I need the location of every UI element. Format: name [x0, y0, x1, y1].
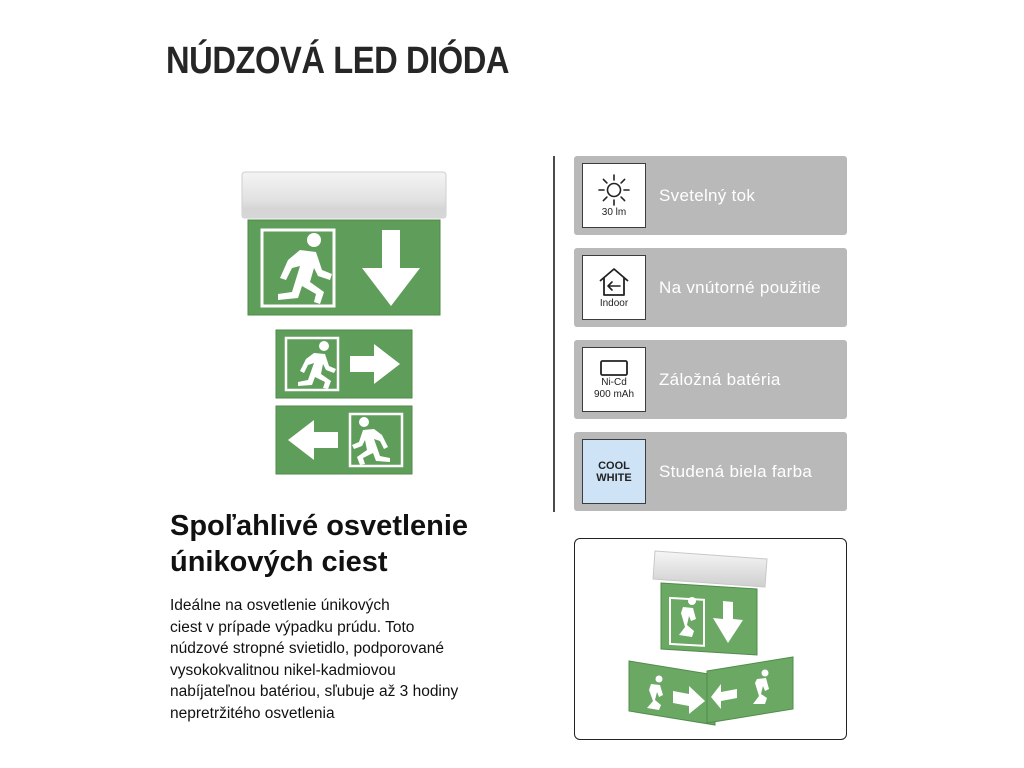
product-photo: [575, 539, 845, 738]
feature-battery: [574, 340, 847, 419]
section-heading: [170, 508, 550, 580]
feature-caption-line2: 900 mAh: [593, 388, 635, 400]
feature-icon-box: [582, 255, 646, 320]
battery-icon: [599, 359, 629, 377]
house-indoor-icon: [596, 266, 632, 298]
description-line: nabíjateľnou batériou, sľubuje až 3 hodiny: [170, 683, 459, 700]
product-photo-frame: [574, 538, 847, 740]
sun-icon: [597, 173, 631, 207]
description-line: Ideálne na osvetlenie únikových: [170, 597, 390, 614]
description-line: nepretržitého osvetlenia: [170, 704, 335, 722]
description-line: ciest v prípade výpadku prúdu. Toto: [170, 618, 415, 636]
feature-label: Svetelný tok: [659, 186, 756, 205]
cool-white-line2: WHITE: [596, 471, 632, 484]
photo-sign-right: [629, 661, 715, 725]
feature-list: [574, 156, 847, 524]
product-image: [238, 170, 448, 480]
description: [170, 595, 570, 724]
exit-sign-left: [276, 406, 412, 474]
feature-caption: Indoor: [599, 297, 629, 309]
feature-icon-box: [582, 347, 646, 412]
feature-luminous-flux: [574, 156, 847, 235]
section-heading-line2: únikových ciest: [170, 546, 388, 578]
cool-white-icon: [582, 439, 646, 504]
description-line: vysokokvalitnou nikel-kadmiovou: [170, 661, 396, 679]
description-line: núdzové stropné svietidlo, podporované: [170, 640, 445, 657]
page-title: NÚDZOVÁ LED DIÓDA: [166, 40, 510, 82]
photo-sign-left: [707, 657, 793, 723]
feature-indoor: [574, 248, 847, 327]
feature-label: Záložná batéria: [659, 370, 781, 389]
feature-caption-line1: Ni-Cd: [601, 376, 627, 388]
cool-white-line1: COOL: [598, 459, 630, 472]
feature-icon-box: [582, 163, 646, 228]
section-heading-line1: Spoľahlivé osvetlenie: [170, 510, 469, 542]
feature-label: Studená biela farba: [659, 462, 813, 481]
photo-sign-down: [661, 583, 757, 655]
feature-cool-white: [574, 432, 847, 511]
vertical-divider: [553, 156, 555, 512]
exit-sign-right: [276, 330, 412, 398]
feature-label: Na vnútorné použitie: [659, 278, 821, 297]
exit-sign-down: [248, 220, 440, 315]
feature-caption: 30 lm: [601, 206, 627, 218]
